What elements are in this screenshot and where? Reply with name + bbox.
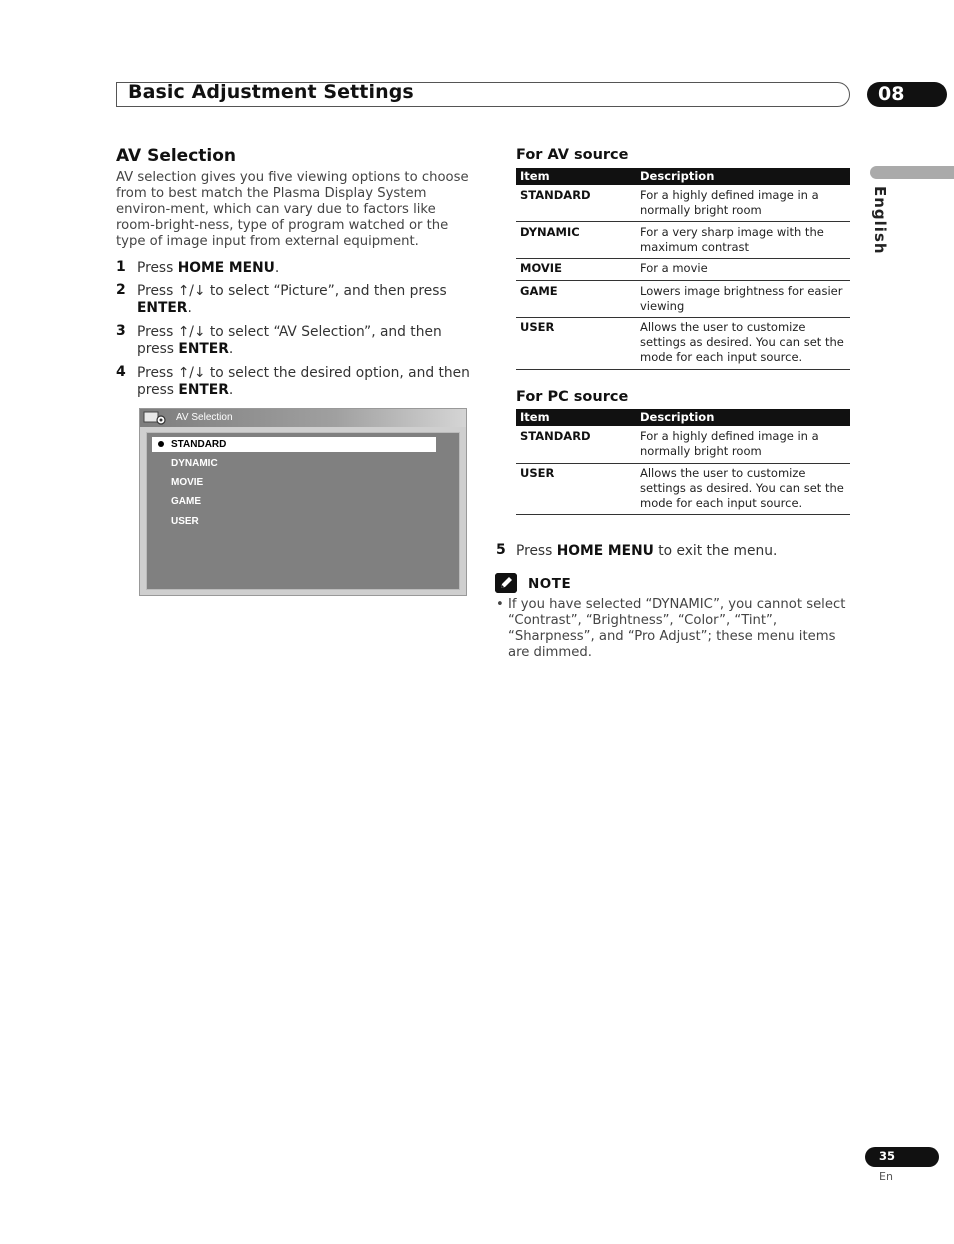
menu-item-dynamic: DYNAMIC xyxy=(171,458,218,469)
intro-paragraph: AV selection gives you five viewing options to choose from to best match the Plasma Display System environ-ment, which can vary due to factors like room-bright-ness, type of program watched or the type of image input from external equipment. xyxy=(116,170,469,249)
note-text xyxy=(496,597,852,661)
menu-item-user: USER xyxy=(171,516,199,527)
table-cell-item: GAME xyxy=(520,284,558,298)
note-body: If you have selected “DYNAMIC”, you cannot select “Contrast”, “Brightness”, “Color”, “Tint”, “Sharpness”, and “Pro Adjust”; these menu items are dimmed. xyxy=(508,597,846,660)
table-cell-item: STANDARD xyxy=(520,429,591,443)
page-title: Basic Adjustment Settings xyxy=(128,81,414,103)
row-divider xyxy=(516,369,850,370)
pc-table-title: For PC source xyxy=(516,389,629,405)
step-number: 2 xyxy=(116,282,126,298)
table-cell-description: For a movie xyxy=(640,261,708,275)
row-divider xyxy=(516,463,850,464)
table-cell-item: USER xyxy=(520,320,555,334)
step-number: 4 xyxy=(116,364,126,380)
av-table-title: For AV source xyxy=(516,147,629,163)
step-number: 3 xyxy=(116,323,126,339)
menu-item-game: GAME xyxy=(171,496,201,507)
table-cell-item: USER xyxy=(520,466,555,480)
menu-item-movie: MOVIE xyxy=(171,477,204,488)
av-col-item: Item xyxy=(520,169,550,183)
note-bullet: • xyxy=(496,597,504,612)
language-label: English xyxy=(871,186,889,255)
selected-bullet-icon xyxy=(158,441,164,447)
step-text: Press ↑/↓ to select “Picture”, and then press ENTER. xyxy=(137,283,447,316)
step-text: Press ↑/↓ to select the desired option, and then press ENTER. xyxy=(137,365,470,398)
table-cell-description: For a highly defined image in a normally bright room xyxy=(640,188,819,217)
settings-gear-icon xyxy=(143,410,169,426)
av-col-description: Description xyxy=(640,169,715,183)
table-cell-description: For a highly defined image in a normally bright room xyxy=(640,429,819,458)
row-divider xyxy=(516,221,850,222)
language-tab xyxy=(870,166,954,179)
note-title: NOTE xyxy=(528,576,572,592)
menu-title: AV Selection xyxy=(176,412,233,423)
table-cell-item: MOVIE xyxy=(520,261,562,275)
row-divider xyxy=(516,514,850,515)
table-cell-description: Lowers image brightness for easier viewing xyxy=(640,284,843,313)
chapter-number: 08 xyxy=(878,83,905,105)
page-number: 35 xyxy=(879,1149,896,1163)
table-cell-item: DYNAMIC xyxy=(520,225,580,239)
pc-col-item: Item xyxy=(520,410,550,424)
table-cell-description: Allows the user to customize settings as desired. You can set the mode for each input source. xyxy=(640,466,844,510)
table-cell-description: For a very sharp image with the maximum contrast xyxy=(640,225,824,254)
menu-item-standard: STANDARD xyxy=(171,439,227,450)
step-text: Press HOME MENU to exit the menu. xyxy=(516,543,778,559)
step-number: 5 xyxy=(496,542,506,558)
step-text: Press ↑/↓ to select “AV Selection”, and then press ENTER. xyxy=(137,324,442,357)
menu-panel xyxy=(146,432,460,590)
table-cell-description: Allows the user to customize settings as desired. You can set the mode for each input source. xyxy=(640,320,844,364)
pencil-icon xyxy=(495,573,517,593)
table-cell-item: STANDARD xyxy=(520,188,591,202)
step-number: 1 xyxy=(116,259,126,275)
page-language: En xyxy=(879,1170,893,1183)
row-divider xyxy=(516,258,850,259)
page-number-badge xyxy=(865,1147,939,1167)
row-divider xyxy=(516,317,850,318)
section-title: AV Selection xyxy=(116,146,237,166)
step-text: Press HOME MENU. xyxy=(137,260,280,276)
row-divider xyxy=(516,280,850,281)
pc-col-description: Description xyxy=(640,410,715,424)
